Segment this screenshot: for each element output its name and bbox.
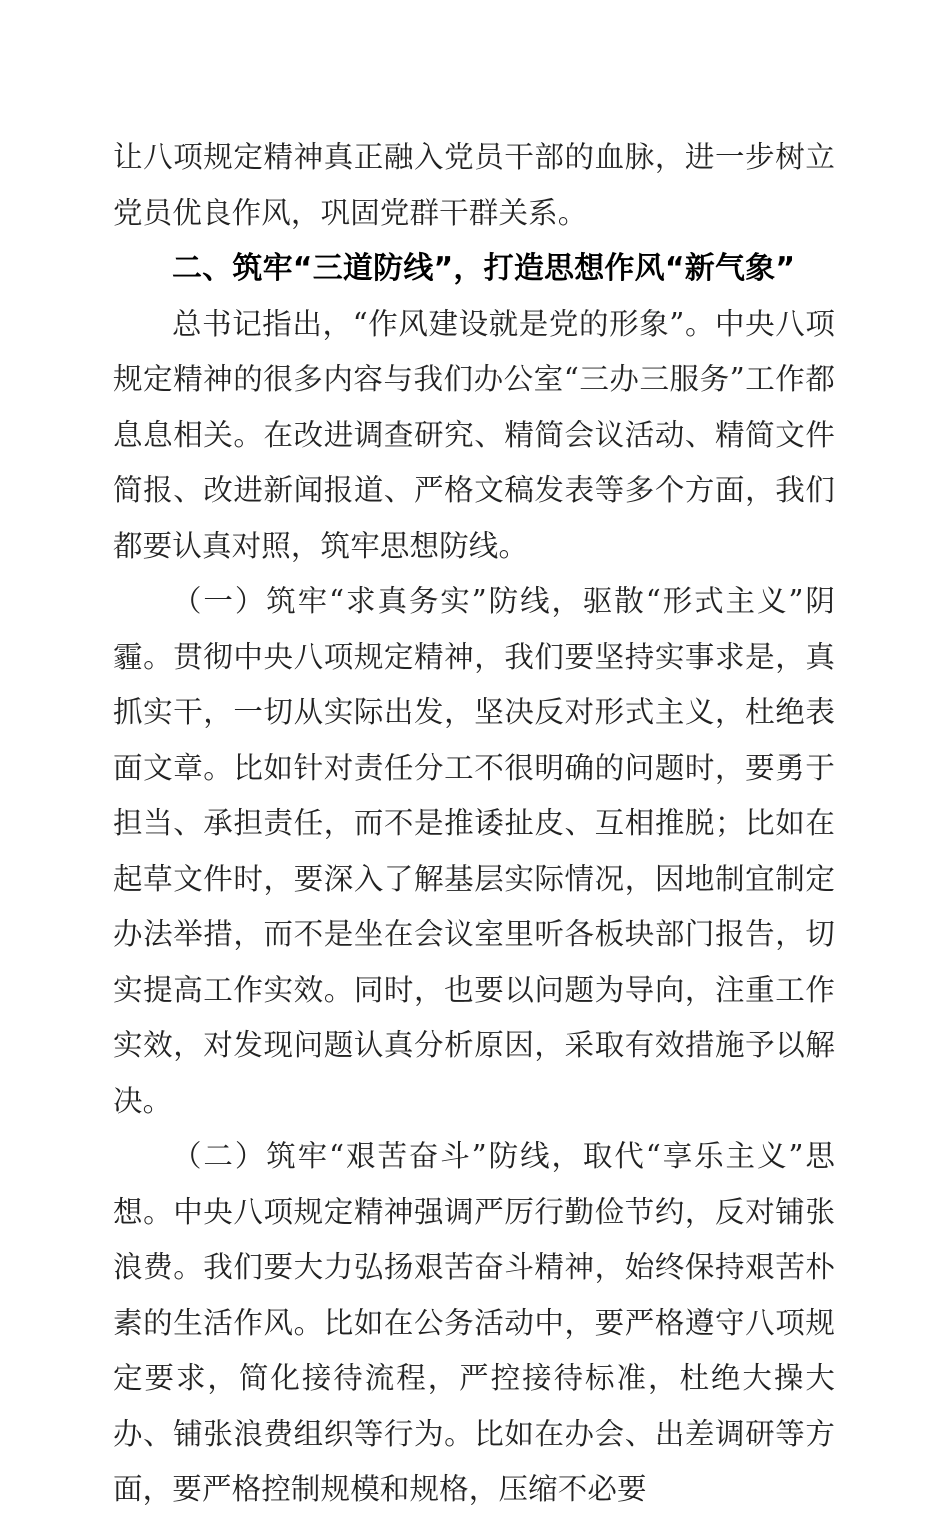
- section-heading-two: 二、筑牢“三道防线”，打造思想作风“新气象”: [172, 251, 796, 286]
- paragraph-subsection-one: （一）筑牢“求真务实”防线，驱散“形式主义”阴霾。贯彻中央八项规定精神，我们要坚持实事求是，真抓实干，一切从实际出发，坚决反对形式主义，杜绝表面文章。比如针对责任分工不很明确的问题时，要勇于担当、承担责任，而不是推诿扯皮、互相推脱；比如在起草文件时，要深入了解基层实际情况，因地制宜制定办法举措，而不是坐在会议室里听各板块部门报告，切实提高工作实效。同时，也要以问题为导向，注重工作实效，对发现问题认真分析原因，采取有效措施予以解决。: [113, 584, 835, 1118]
- paragraph-subsection-two: （二）筑牢“艰苦奋斗”防线，取代“享乐主义”思想。中央八项规定精神强调严厉行勤俭节约，反对铺张浪费。我们要大力弘扬艰苦奋斗精神，始终保持艰苦朴素的生活作风。比如在公务活动中，要严格遵守八项规定要求，简化接待流程，严控接待标准，杜绝大操大办、铺张浪费组织等行为。比如在办会、出差调研等方面，要严格控制规模和规格，压缩不必要: [113, 1139, 835, 1506]
- paragraph-continuation: 让八项规定精神真正融入党员干部的血脉，进一步树立党员优良作风，巩固党群干群关系。: [113, 140, 835, 230]
- paragraph-section-two-intro: 总书记指出，“作风建设就是党的形象”。中央八项规定精神的很多内容与我们办公室“三办三服务”工作都息息相关。在改进调查研究、精简会议活动、精简文件简报、改进新闻报道、严格文稿发表等多个方面，我们都要认真对照，筑牢思想防线。: [113, 306, 835, 563]
- document-text-column: [113, 130, 835, 1518]
